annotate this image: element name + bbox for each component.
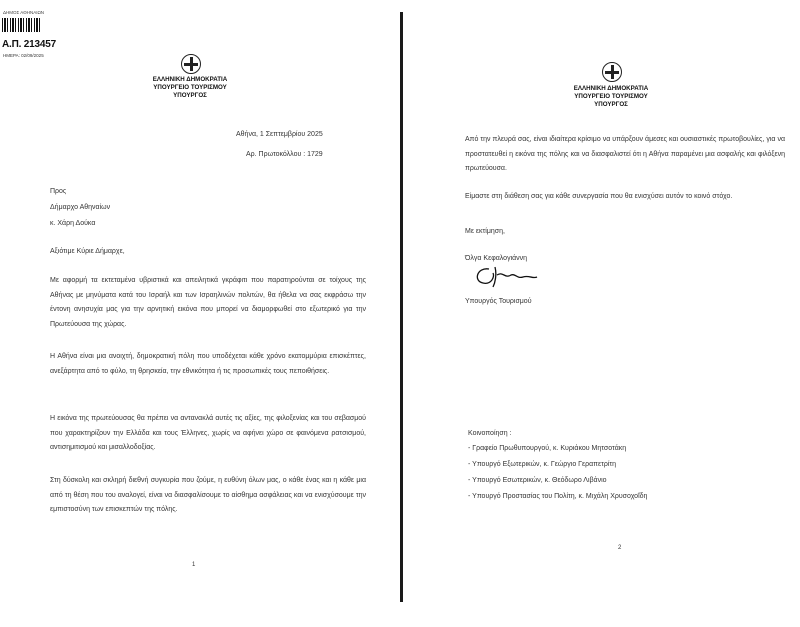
paragraph: Από την πλευρά σας, είναι ιδιαίτερα κρίσιμο να υπάρξουν άμεσες και ουσιαστικές πρωτοβουλίες, για να προστατευθεί η εικόνα της πόλης και να διασφαλιστεί ότι η Αθήνα παραμένει μια ασφαλής και φιλόξενη πρωτεύουσα. xyxy=(465,136,785,172)
letterhead xyxy=(140,76,240,100)
coat-of-arms-icon xyxy=(181,54,201,74)
recipient-to: Προς xyxy=(50,188,67,195)
page-number: 2 xyxy=(618,545,622,551)
paragraph: Η εικόνα της πρωτεύουσας θα πρέπει να αντανακλά αυτές τις αξίες, της φιλοξενίας και του σεβασμού που χαρακτηρίζουν την Ελλάδα και τους Έλληνες, χωρίς να αφήνει χώρο σε φαινόμενα ρατσισμού, αντισημιτισμού και μισαλλοδοξίας. xyxy=(50,415,366,451)
paragraph: Με αφορμή τα εκτεταμένα υβριστικά και απειλητικά γκράφιτι που παρατηρούνται σε τοίχους της Αθήνας με μηνύματα κατά του Ισραήλ και των Ισραηλινών πολιτών, θα ήθελα να σας εκφράσω την έντονη ανησυχία μας για την αρνητική εικόνα που μπορεί να διαμορφωθεί στο εξωτερικό για την Πρωτεύουσα της χώρας. xyxy=(50,277,366,328)
letterhead-line: ΥΠΟΥΡΓΟΣ xyxy=(594,101,628,108)
signer-name: Όλγα Κεφαλογιάννη xyxy=(465,255,528,262)
letter-page-2 xyxy=(405,0,800,627)
recipient-line: Δήμαρχο Αθηναίων xyxy=(50,204,111,211)
paragraph: Η Αθήνα είναι μια ανοιχτή, δημοκρατική πόλη που υποδέχεται κάθε χρόνο εκατομμύρια επισκέπτες, ανεξάρτητα από το φύλο, τη θρησκεία, την εθνικότητα ή τις προσωπικές τους πεποιθήσεις. xyxy=(50,353,366,375)
letter-date: Αθήνα, 1 Σεπτεμβρίου 2025 xyxy=(236,131,323,138)
cc-item: - Υπουργό Εξωτερικών, κ. Γεώργιο Γεραπετρίτη xyxy=(468,461,617,468)
barcode xyxy=(2,18,42,32)
letterhead-line: ΕΛΛΗΝΙΚΗ ΔΗΜΟΚΡΑΤΙΑ xyxy=(573,85,649,92)
page-number: 1 xyxy=(192,562,196,568)
stamp-office: ΔΗΜΟΣ ΑΘΗΝΑΙΩΝ xyxy=(3,10,45,15)
closing: Με εκτίμηση, xyxy=(465,228,505,235)
letterhead-line: ΕΛΛΗΝΙΚΗ ΔΗΜΟΚΡΑΤΙΑ xyxy=(152,76,228,83)
signer-title: Υπουργός Τουρισμού xyxy=(465,298,532,305)
letterhead-line: ΥΠΟΥΡΓΕΙΟ ΤΟΥΡΙΣΜΟΥ xyxy=(574,93,648,100)
salutation: Αξιότιμε Κύριε Δήμαρχε, xyxy=(50,248,125,255)
page-divider xyxy=(400,12,403,602)
letterhead xyxy=(561,85,661,109)
paragraph: Στη δύσκολη και σκληρή διεθνή συγκυρία που ζούμε, η ευθύνη όλων μας, ο κάθε ένας και η κάθε μια από τη θέση που του αναλογεί, είναι να διασφαλίσουμε το αίσθημα ασφάλειας και να ενισχύσουμε την εμπιστοσύνη των επισκεπτών της πόλης. xyxy=(50,477,366,513)
coat-of-arms-icon xyxy=(602,62,622,82)
stamp-date: ΗΜΕΡΑ: 02/09/2025 xyxy=(3,53,44,58)
cc-item: - Υπουργό Εσωτερικών, κ. Θεόδωρο Λιβάνιο xyxy=(468,477,607,484)
protocol-number: Αρ. Πρωτοκόλλου : 1729 xyxy=(246,151,323,158)
cc-item: - Γραφείο Πρωθυπουργού, κ. Κυριάκου Μητσοτάκη xyxy=(468,445,627,452)
stamp-number: Α.Π. 213457 xyxy=(2,39,56,50)
letterhead-line: ΥΠΟΥΡΓΟΣ xyxy=(173,92,207,99)
handwritten-signature xyxy=(471,263,541,289)
letterhead-line: ΥΠΟΥΡΓΕΙΟ ΤΟΥΡΙΣΜΟΥ xyxy=(153,84,227,91)
cc-title: Κοινοποίηση : xyxy=(468,430,512,437)
paragraph: Είμαστε στη διάθεση σας για κάθε συνεργασία που θα ενισχύσει αυτόν το κοινό στόχο. xyxy=(465,193,733,200)
cc-item: - Υπουργό Προστασίας του Πολίτη, κ. Μιχάλη Χρυσοχοΐδη xyxy=(468,493,648,500)
recipient-line: κ. Χάρη Δούκα xyxy=(50,220,96,227)
